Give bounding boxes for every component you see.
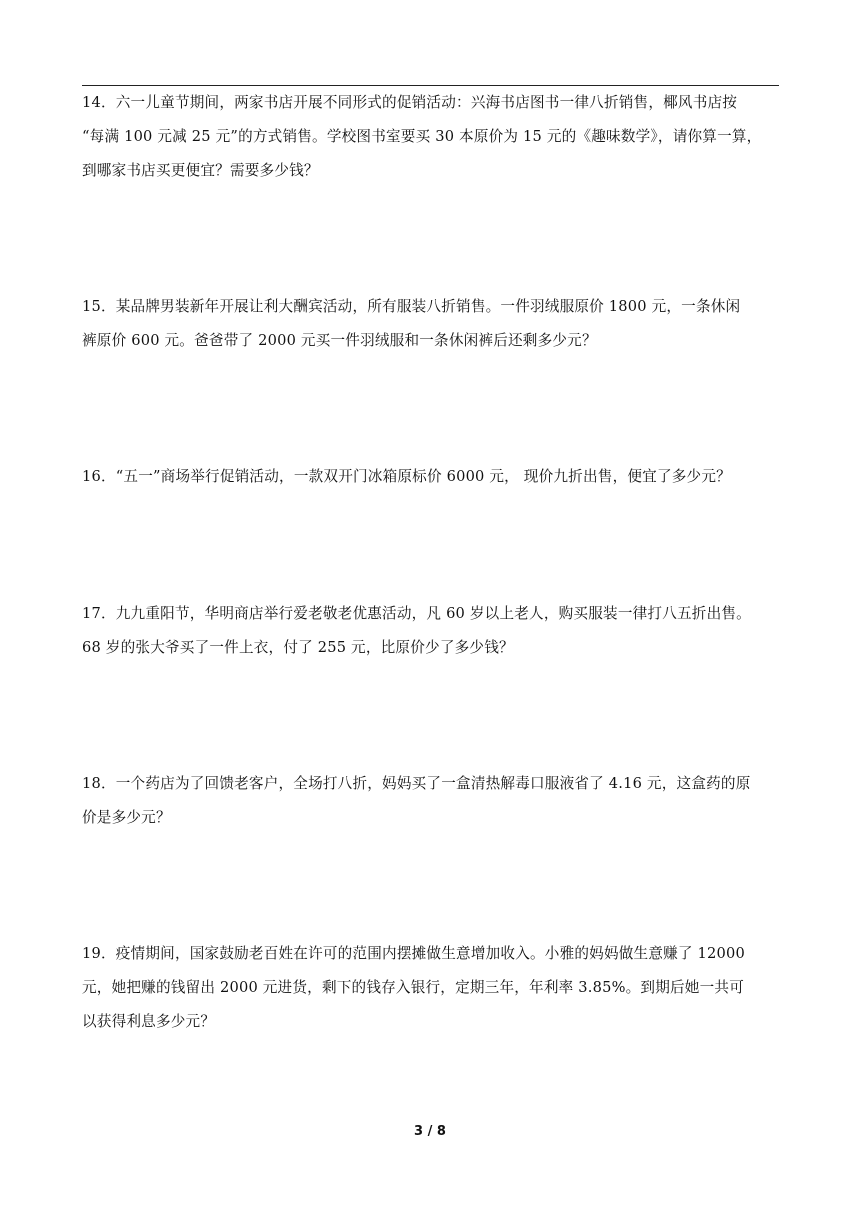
question-line: 到哪家书店买更便宜？需要多少钱？ [82, 162, 319, 179]
question-line: “每满 100 元减 25 元”的方式销售。学校图书室要买 30 本原价为 15 元的《趣味数学》，请你算一算， [82, 128, 762, 145]
question-line: 14．六一儿童节期间，两家书店开展不同形式的促销活动：兴海书店图书一律八折销售，椰风书店按 [82, 94, 738, 111]
question-line: 价是多少元？ [82, 809, 171, 826]
question-17 [82, 597, 782, 665]
question-line: 裤原价 600 元。爸爸带了 2000 元买一件羽绒服和一条休闲裤后还剩多少元？ [82, 332, 597, 349]
question-18 [82, 767, 782, 835]
question-line: 68 岁的张大爷买了一件上衣，付了 255 元，比原价少了多少钱？ [82, 639, 514, 656]
question-line: 18．一个药店为了回馈老客户，全场打八折，妈妈买了一盒清热解毒口服液省了 4.16 元，这盒药的原 [82, 775, 751, 792]
question-line: 15．某品牌男装新年开展让利大酬宾活动，所有服装八折销售。一件羽绒服原价 1800 元，一条休闲 [82, 298, 741, 315]
question-19 [82, 937, 782, 1039]
question-line: 16．“五一”商场举行促销活动，一款双开门冰箱原标价 6000 元， 现价九折出售，便宜了多少元？ [82, 468, 731, 485]
question-line: 17．九九重阳节，华明商店举行爱老敬老优惠活动，凡 60 岁以上老人，购买服装一律打八五折出售。 [82, 605, 751, 622]
question-15 [82, 290, 782, 358]
question-16 [82, 460, 782, 494]
question-line: 19．疫情期间，国家鼓励老百姓在许可的范围内摆摊做生意增加收入。小雅的妈妈做生意赚了 12000 [82, 945, 745, 962]
question-line: 元，她把赚的钱留出 2000 元进货，剩下的钱存入银行，定期三年，年利率 3.85%。到期后她一共可 [82, 979, 744, 996]
question-14 [82, 86, 782, 188]
question-line: 以获得利息多少元？ [82, 1013, 216, 1030]
page-number: 3 / 8 [414, 1124, 446, 1139]
